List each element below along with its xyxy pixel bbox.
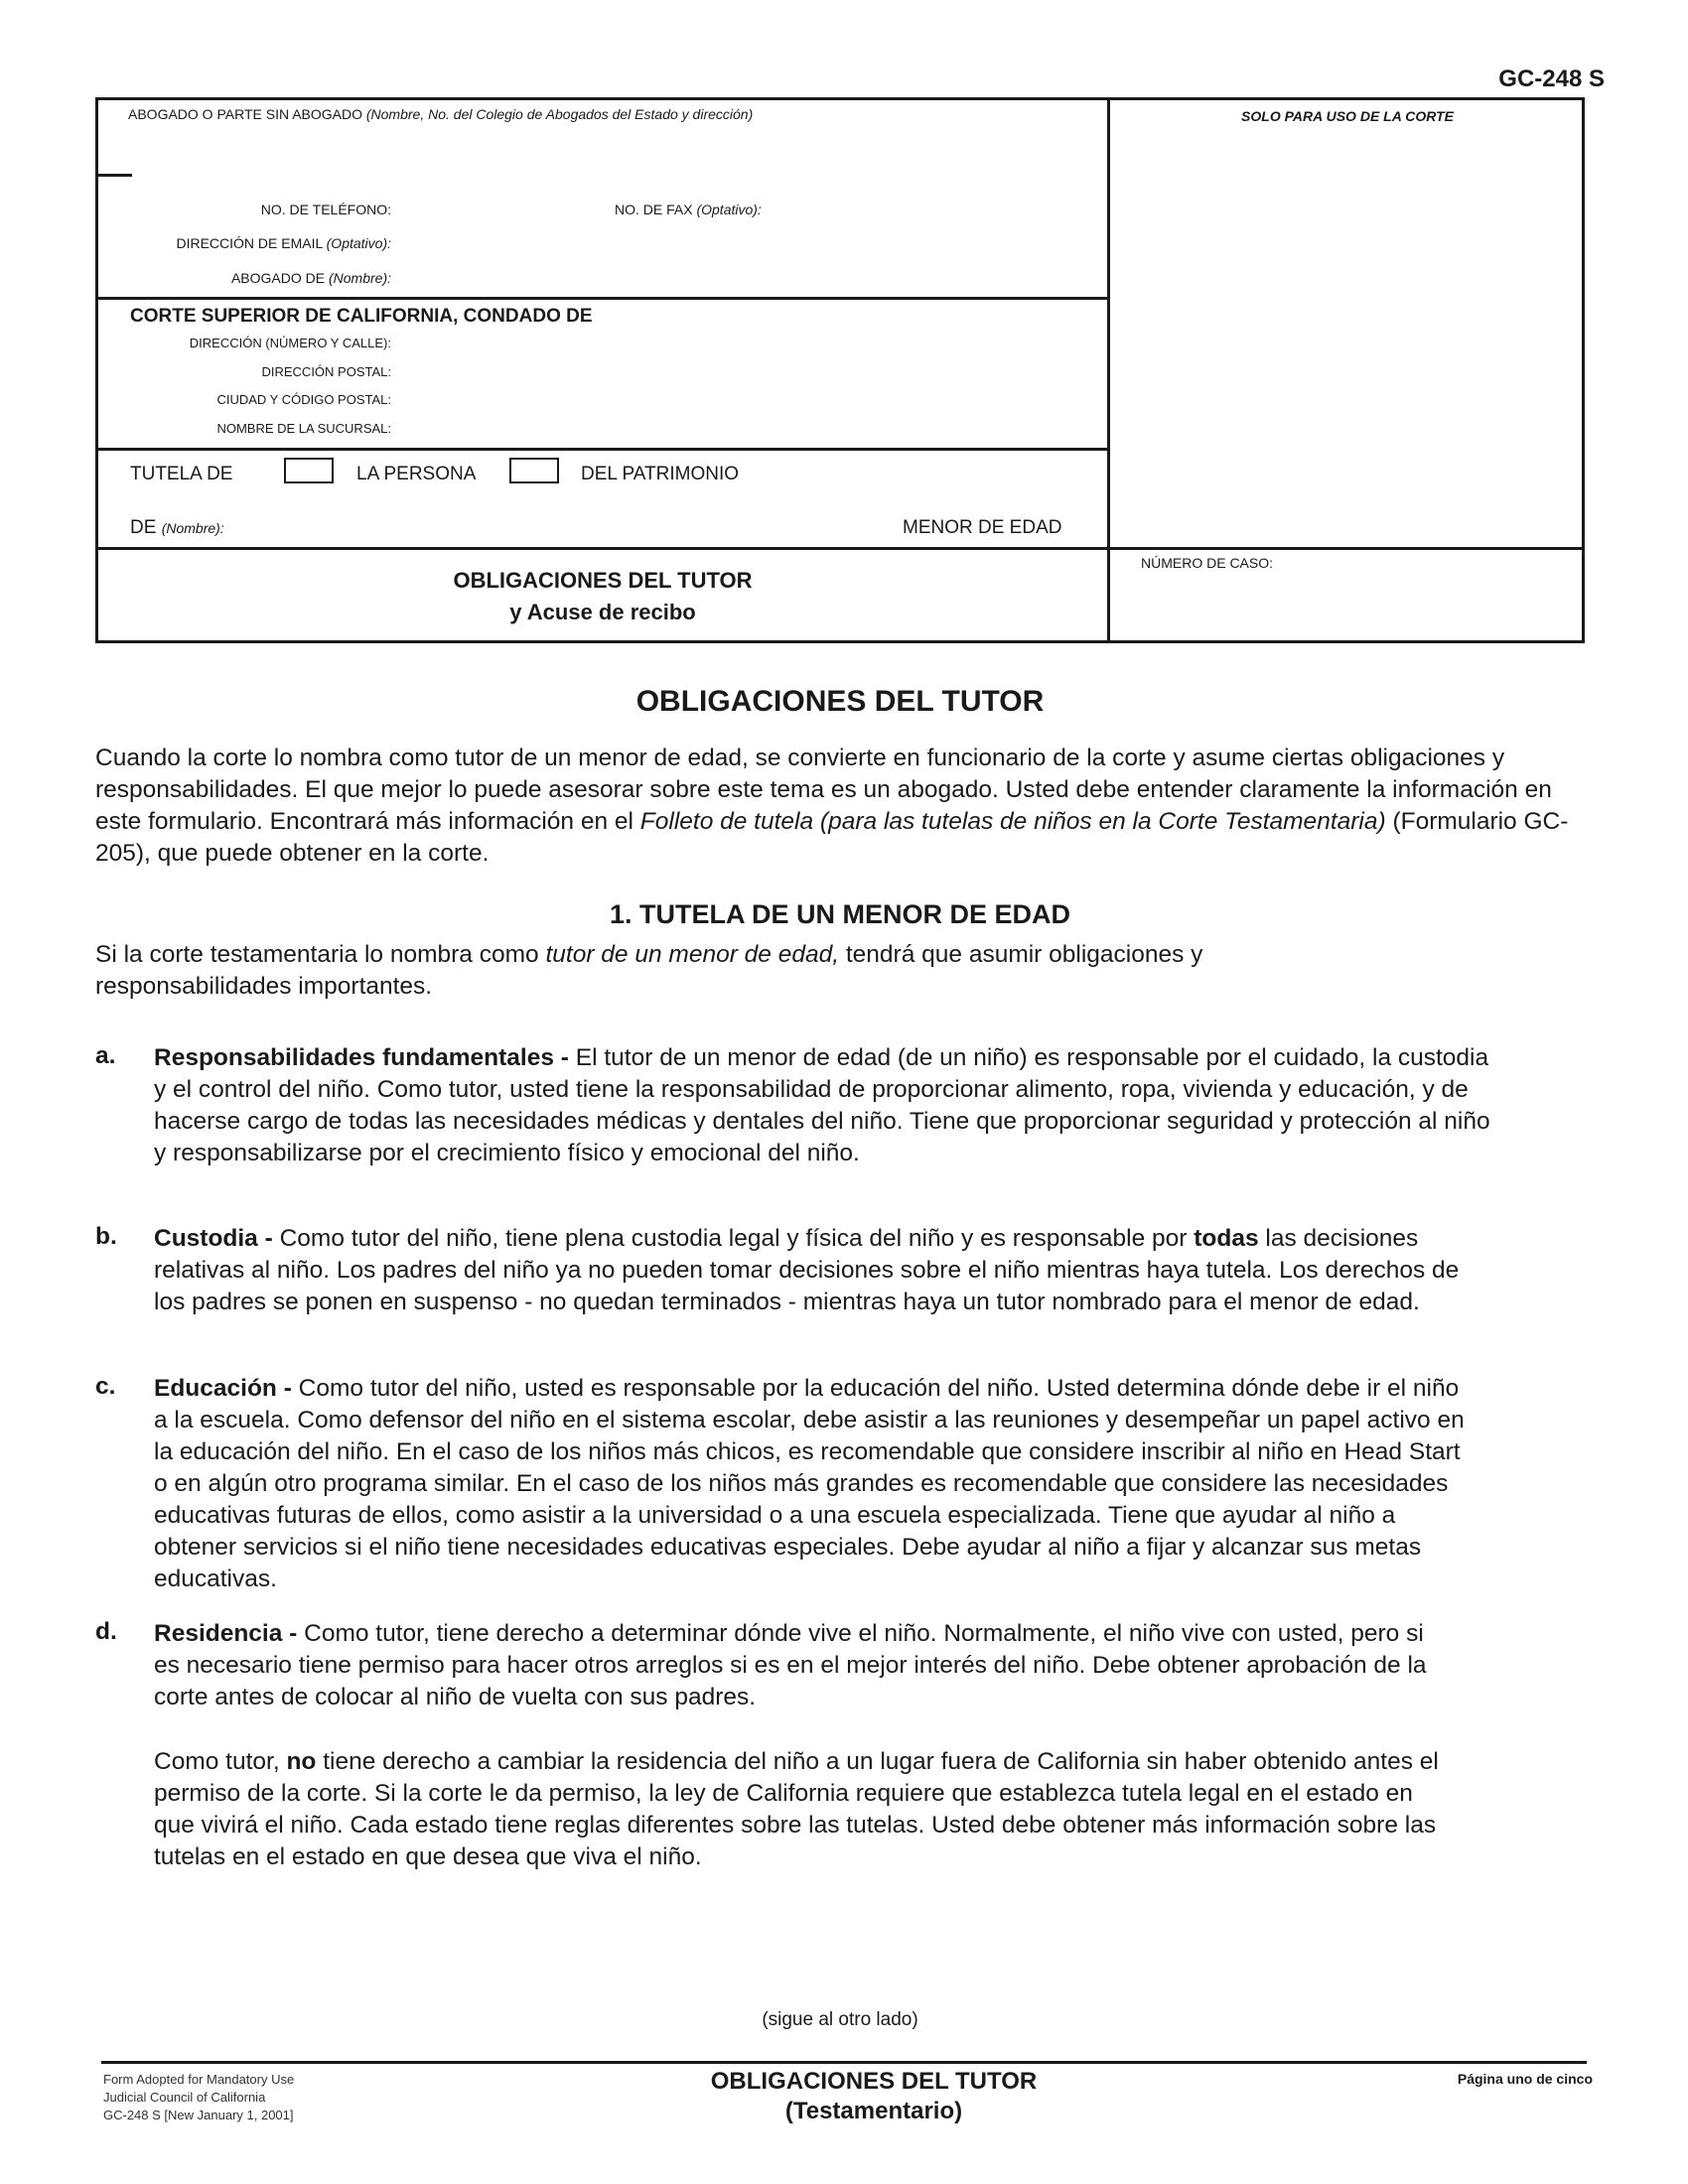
person-label: LA PERSONA bbox=[356, 464, 477, 484]
minor-label: MENOR DE EDAD bbox=[903, 517, 1062, 538]
form-number: GC-248 S bbox=[1498, 66, 1605, 92]
court-title: CORTE SUPERIOR DE CALIFORNIA, CONDADO DE bbox=[130, 306, 593, 327]
estate-checkbox[interactable] bbox=[509, 458, 559, 483]
continued-note: (sigue al otro lado) bbox=[762, 2009, 918, 2030]
page-indicator: Página uno de cinco bbox=[1457, 2071, 1593, 2087]
phone-label: NO. DE TELÉFONO: bbox=[260, 202, 391, 217]
minor-name-input[interactable] bbox=[247, 515, 843, 539]
item-b-paragraph: Custodia - Como tutor del niño, tiene plena custodia legal y física del niño y es responsable por todas las decisiones relativas al niño. Los padres del niño ya no pueden tomar decisiones sobre el niño mientras haya tutela. Los derechos de los padres se ponen en suspenso - no quedan terminados - mientras haya un tutor nombrado para el menor de edad. bbox=[154, 1225, 1460, 1315]
item-d-paragraph-2: Como tutor, no tiene derecho a cambiar la residencia del niño a un lugar fuera de California sin haber obtenido antes el permiso de la corte. Si la corte le da permiso, la ley de California requiere que establezca tutela legal en el estado en que vivirá el niño. Cada estado tiene reglas diferentes sobre las tutelas. Usted debe obtener más información sobre las tutelas en el estado en que desea que viva el niño. bbox=[154, 1748, 1439, 1870]
attorney-for-input[interactable] bbox=[396, 268, 1091, 290]
item-a-paragraph: Responsabilidades fundamentales - El tutor de un menor de edad (de un niño) es responsable por el cuidado, la custodia y el control del niño. Como tutor, usted tiene la responsabilidad de proporcionar alimento, ropa, vivienda y educación, y de hacerse cargo de todas las necesidades médicas y dentales del niño. Tiene que proporcionar seguridad y protección al niño y responsabilizarse por el crecimiento físico y emocional del niño. bbox=[154, 1044, 1490, 1166]
attorney-for-label: ABOGADO DE (Nombre): bbox=[230, 270, 391, 286]
case-number-label: NÚMERO DE CASO: bbox=[1141, 555, 1274, 571]
case-number-input[interactable] bbox=[1141, 579, 1568, 618]
fax-label: NO. DE FAX (Optativo): bbox=[615, 202, 762, 217]
margin-tick bbox=[98, 174, 132, 177]
email-label: DIRECCIÓN DE EMAIL (Optativo): bbox=[176, 235, 391, 251]
item-d-paragraph: Residencia - Como tutor, tiene derecho a determinar dónde vive el niño. Normalmente, el niño vive con usted, pero si es necesario tiene permiso para hacer otros arreglos si es en el mejor interés del niño. Debe obtener aprobación de la corte antes de colocar al niño de vuelta con sus padres. bbox=[154, 1620, 1427, 1710]
intro-paragraph: Cuando la corte lo nombra como tutor de un menor de edad, se convierte en funcionario de la corte y asume ciertas obligaciones y responsabilidades. El que mejor lo puede asesorar sobre este tema es un abogado. Usted debe entender claramente la información en este formulario. Encontrará más información en el Folleto de tutela (para las tutelas de niños en la Corte Testamentaria) (Formulario GC-205), que puede obtener en la corte. bbox=[95, 745, 1569, 867]
mailing-label: DIRECCIÓN POSTAL: bbox=[261, 364, 391, 379]
caption-divider bbox=[1107, 100, 1110, 640]
main-title: OBLIGACIONES DEL TUTOR bbox=[635, 685, 1045, 718]
item-c-paragraph: Educación - Como tutor del niño, usted es responsable por la educación del niño. Usted determina dónde debe ir el niño a la escuela. Como defensor del niño en el sistema escolar, debe asistir a las reuniones y desempeñar un papel activo en la educación del niño. En el caso de los niños más chicos, es recomendable que considere inscribir al niño en Head Start o en algún otro programa similar. En el caso de los niños más grandes es recomendable que considere las necesidades educativas futuras de ellos, como asistir a la universidad o a una escuela especializada. Tiene que ayudar al niño a obtener servicios si el niño tiene necesidades educativas especiales. Debe ayudar al niño a fijar y alcanzar sus metas educativas. bbox=[154, 1375, 1465, 1592]
section-1-heading: 1. TUTELA DE UN MENOR DE EDAD bbox=[609, 899, 1071, 929]
minor-name-label: DE (Nombre): bbox=[130, 517, 224, 538]
item-d-letter: d. bbox=[95, 1618, 117, 1645]
attorney-label: ABOGADO O PARTE SIN ABOGADO (Nombre, No. del Colegio de Abogados del Estado y dirección) bbox=[128, 106, 754, 122]
caption-rule bbox=[98, 547, 1582, 550]
footer-rule bbox=[101, 2061, 1587, 2064]
item-c-letter: c. bbox=[95, 1373, 116, 1400]
fax-input[interactable] bbox=[793, 200, 1091, 221]
caption-rule bbox=[98, 297, 1107, 300]
court-use-label: SOLO PARA USO DE LA CORTE bbox=[1241, 108, 1454, 124]
caption-rule bbox=[98, 448, 1107, 451]
footer-title: OBLIGACIONES DEL TUTOR (Testamentario) bbox=[710, 2068, 1038, 2124]
estate-label: DEL PATRIMONIO bbox=[581, 464, 740, 484]
city-label: CIUDAD Y CÓDIGO POSTAL: bbox=[216, 392, 391, 407]
guardianship-label: TUTELA DE bbox=[130, 464, 233, 484]
street-label: DIRECCIÓN (NÚMERO Y CALLE): bbox=[189, 336, 391, 350]
section-1-intro: Si la corte testamentaria lo nombra como tutor de un menor de edad, tendrá que asumir obligaciones y responsabilidades importantes. bbox=[95, 941, 1203, 1000]
email-input[interactable] bbox=[396, 233, 1091, 255]
branch-label: NOMBRE DE LA SUCURSAL: bbox=[216, 421, 391, 436]
person-checkbox[interactable] bbox=[284, 458, 334, 483]
item-b-letter: b. bbox=[95, 1223, 117, 1250]
footer-adoption-info: Form Adopted for Mandatory Use Judicial Council of California GC-248 S [New January 1, 2001] bbox=[103, 2072, 295, 2122]
caption-box bbox=[95, 97, 1585, 643]
caption-document-title: OBLIGACIONES DEL TUTOR y Acuse de recibo bbox=[453, 568, 753, 624]
item-a-letter: a. bbox=[95, 1042, 116, 1069]
